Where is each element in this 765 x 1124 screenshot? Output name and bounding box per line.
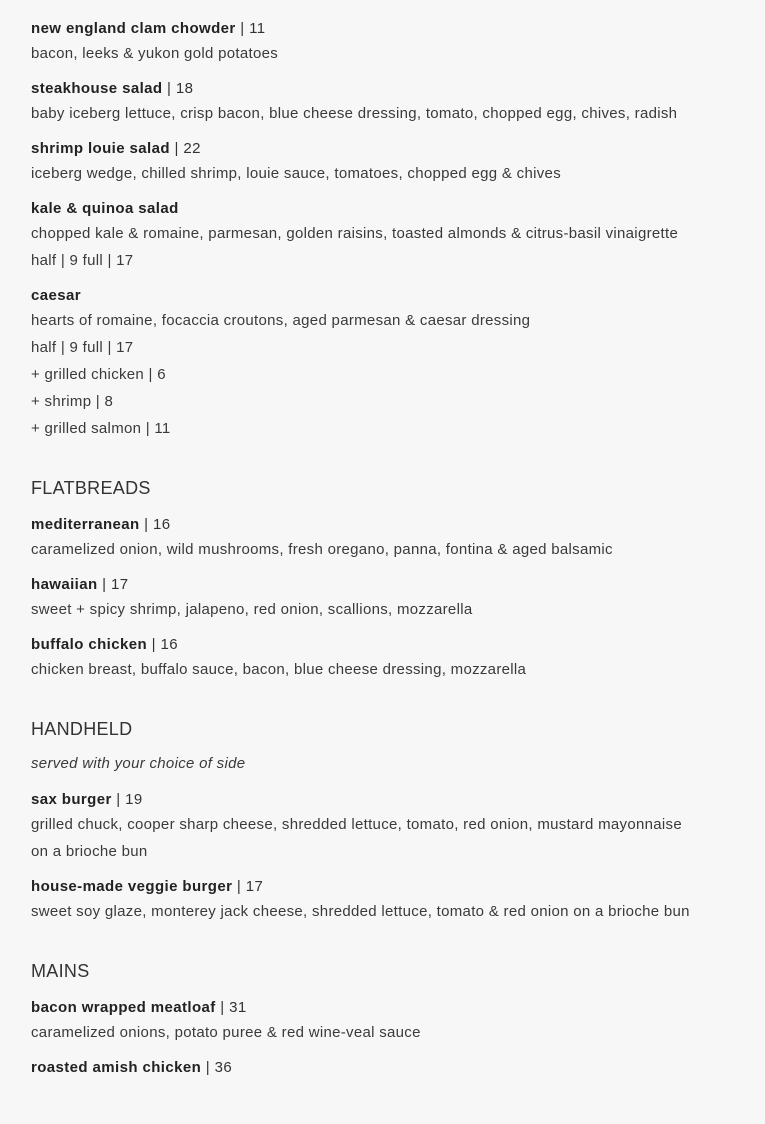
menu-item-title (31, 997, 751, 1019)
menu-item-name: steakhouse salad (31, 80, 163, 97)
menu-item-price: | 31 (220, 999, 247, 1016)
menu-item-description: baby iceberg lettuce, crisp bacon, blue cheese dressing, tomato, chopped egg, chives, radish (31, 105, 678, 122)
section-heading: HANDHELD (31, 719, 133, 739)
menu-item-description: sweet + spicy shrimp, jalapeno, red onion, scallions, mozzarella (31, 601, 473, 618)
menu-item (31, 138, 751, 187)
menu-item-description: hearts of romaine, focaccia croutons, aged parmesan & caesar dressing (31, 312, 531, 329)
menu-item-description: bacon, leeks & yukon gold potatoes (31, 45, 279, 62)
menu-item-description: caramelized onions, potato puree & red wine-veal sauce (31, 1024, 421, 1041)
menu-item-description: + grilled chicken | 6 (31, 366, 166, 383)
menu-item-name: hawaiian (31, 576, 98, 593)
menu-section (31, 717, 751, 925)
menu-item-title (31, 1057, 751, 1079)
menu-item-price: | 17 (236, 878, 264, 895)
menu-item-title (31, 574, 751, 596)
menu-item-name: roasted amish chicken (31, 1059, 202, 1076)
menu-item-title (31, 514, 751, 536)
menu-item-title (31, 285, 751, 307)
menu-item-name: caesar (31, 287, 81, 304)
menu-item-description: iceberg wedge, chilled shrimp, louie sauce, tomatoes, chopped egg & chives (31, 165, 561, 182)
menu-item (31, 514, 751, 563)
menu-item-name: sax burger (31, 791, 112, 808)
menu-item-price: | 17 (102, 576, 129, 593)
menu-section (31, 959, 751, 1079)
menu-item-title (31, 78, 751, 100)
menu-page (31, 18, 751, 1090)
menu-item (31, 789, 751, 865)
menu-item (31, 997, 751, 1046)
menu-item-description: half | 9 full | 17 (31, 339, 134, 356)
menu-item-name: new england clam chowder (31, 20, 236, 37)
menu-item-name: bacon wrapped meatloaf (31, 999, 216, 1016)
menu-item (31, 1057, 751, 1079)
menu-item-price: | 16 (151, 636, 178, 653)
menu-item (31, 876, 751, 925)
menu-item-description: sweet soy glaze, monterey jack cheese, shredded lettuce, tomato & red onion on a brioche bun (31, 903, 690, 920)
menu-item-title (31, 789, 751, 811)
menu-item-description: chicken breast, buffalo sauce, bacon, blue cheese dressing, mozzarella (31, 661, 527, 678)
menu-item (31, 78, 751, 127)
menu-item-title (31, 18, 751, 40)
menu-item-title (31, 198, 751, 220)
menu-item-title (31, 138, 751, 160)
menu-section (31, 18, 751, 442)
section-heading: MAINS (31, 961, 90, 981)
menu-item (31, 18, 751, 67)
menu-item-name: buffalo chicken (31, 636, 148, 653)
menu-item (31, 285, 751, 442)
menu-item-price: | 18 (167, 80, 194, 97)
section-heading: FLATBREADS (31, 478, 151, 498)
menu-item-price: | 11 (240, 20, 266, 37)
menu-item-title (31, 876, 751, 898)
menu-item-price: | 22 (174, 140, 201, 157)
menu-item-description: + grilled salmon | 11 (31, 420, 171, 437)
section-note: served with your choice of side (31, 755, 246, 772)
menu-item-description: + shrimp | 8 (31, 393, 114, 410)
menu-item (31, 634, 751, 683)
menu-section (31, 476, 751, 683)
menu-item-price: | 36 (205, 1059, 233, 1076)
menu-item-name: mediterranean (31, 516, 140, 533)
menu-item-description: grilled chuck, cooper sharp cheese, shredded lettuce, tomato, red onion, mustard mayonnaise (31, 816, 682, 833)
menu-item-name: kale & quinoa salad (31, 200, 179, 217)
menu-item-price: | 19 (116, 791, 143, 808)
menu-item-description: chopped kale & romaine, parmesan, golden raisins, toasted almonds & citrus-basil vinaigrette (31, 225, 679, 242)
menu-item-title (31, 634, 751, 656)
menu-item-name: shrimp louie salad (31, 140, 170, 157)
menu-item (31, 574, 751, 623)
menu-item-description: on a brioche bun (31, 843, 148, 860)
menu-item (31, 198, 751, 274)
menu-item-description: half | 9 full | 17 (31, 252, 134, 269)
menu-item-price: | 16 (144, 516, 171, 533)
menu-item-name: house-made veggie burger (31, 878, 233, 895)
menu-item-description: caramelized onion, wild mushrooms, fresh oregano, panna, fontina & aged balsamic (31, 541, 613, 558)
